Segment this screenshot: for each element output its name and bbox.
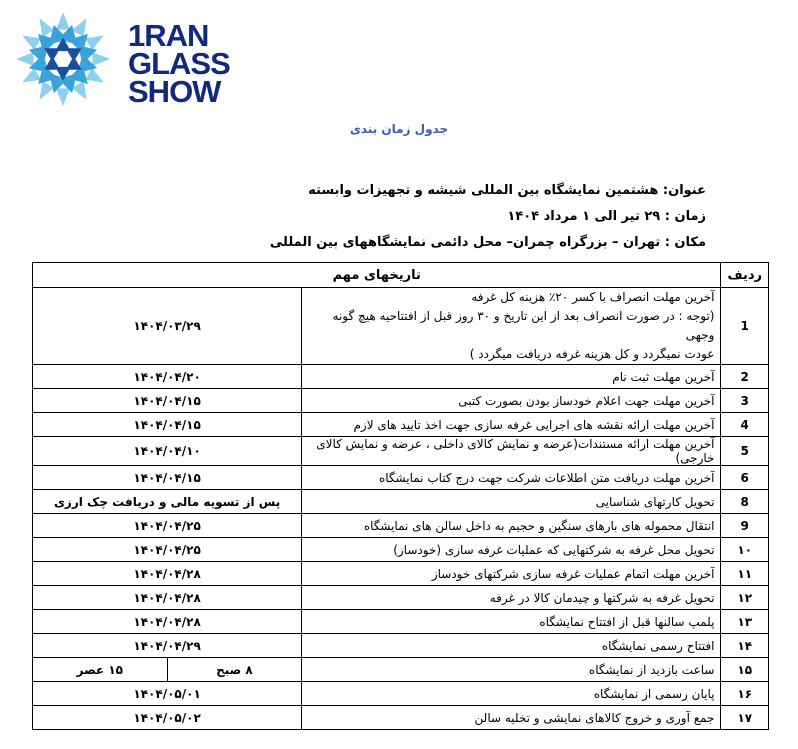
row-date-end: ۱۵ عصر: [33, 658, 168, 682]
logo-line-1: 1RAN: [128, 18, 209, 53]
table-row: [33, 634, 769, 658]
table-header-row: [33, 263, 769, 288]
table-row: [33, 389, 769, 413]
event-time-line: [270, 204, 706, 230]
schedule-subtitle: جدول زمان بندی: [349, 122, 449, 136]
row-title: انتقال محموله های بارهای سنگین و حجیم به داخل سالن های نمایشگاه: [302, 514, 721, 538]
row-number: 6: [721, 466, 769, 490]
row-date: ۱۴۰۴/۰۴/۱۵: [33, 389, 302, 413]
row-number: 5: [721, 437, 769, 466]
row-number: 4: [721, 413, 769, 437]
row-title: تحویل غرفه به شرکتها و چیدمان کالا در غرفه: [302, 586, 721, 610]
table-row: [33, 490, 769, 514]
event-place-line: [270, 230, 706, 256]
header-important-dates: تاریخهای مهم: [33, 263, 721, 288]
row-date: ۱۴۰۴/۰۳/۲۹: [33, 288, 302, 365]
row-date-start: ۸ صبح: [167, 658, 302, 682]
row-date: ۱۴۰۴/۰۴/۱۰: [33, 437, 302, 466]
row-title: جمع آوری و خروج کالاهای نمایشی و تخلیه سالن: [302, 706, 721, 730]
table-row: [33, 514, 769, 538]
iran-glass-show-logo-icon: [14, 10, 112, 108]
header-row-number: ردیف: [721, 263, 769, 288]
row-title: تحویل محل غرفه به شرکتهایی که عملیات غرفه سازی (خودساز): [302, 538, 721, 562]
table-row: [33, 682, 769, 706]
row-title: آخرین مهلت ارائه نقشه های اجرایی غرفه سازی جهت اخذ تایید های لازم: [302, 413, 721, 437]
row-date: ۱۴۰۴/۰۴/۲۸: [33, 610, 302, 634]
table-row: [33, 538, 769, 562]
row-number: ۱۵: [721, 658, 769, 682]
row-number: 1: [721, 288, 769, 365]
table-row: [33, 658, 769, 682]
row-number: ۱۲: [721, 586, 769, 610]
table-row: [33, 437, 769, 466]
row-title-line: (توجه : در صورت انصراف بعد از این تاریخ و ۳۰ روز قبل از افتتاحیه هیچ گونه وجهی: [332, 309, 715, 342]
row-number: 2: [721, 365, 769, 389]
row-date: پس از تسویه مالی و دریافت چک ارزی: [33, 490, 302, 514]
table-row: [33, 466, 769, 490]
row-title-line: آخرین مهلت انصراف با کسر ۲۰٪ هزینه کل غرفه: [471, 290, 715, 304]
row-title: پلمپ سالنها قبل از افتتاح نمایشگاه: [302, 610, 721, 634]
event-place-value: تهران – بزرگراه چمران– محل دائمی نمایشگاههای بین المللی: [269, 235, 661, 250]
row-title: آخرین مهلت جهت اعلام خودساز بودن بصورت کتبی: [302, 389, 721, 413]
event-title-label: عنوان:: [662, 183, 706, 198]
row-title: ساعت بازدید از نمایشگاه: [302, 658, 721, 682]
row-date: ۱۴۰۴/۰۴/۲۸: [33, 562, 302, 586]
row-title: آخرین مهلت اتمام عملیات غرفه سازی شرکتهای خودساز: [302, 562, 721, 586]
event-info: [270, 178, 706, 256]
row-number: ۱۶: [721, 682, 769, 706]
event-place-label: مکان :: [664, 235, 706, 250]
row-date: ۱۴۰۴/۰۵/۰۱: [33, 682, 302, 706]
row-number: 3: [721, 389, 769, 413]
row-number: ۱۰: [721, 538, 769, 562]
row-date: ۱۴۰۴/۰۴/۲۸: [33, 586, 302, 610]
table-row: [33, 365, 769, 389]
row-title: آخرین مهلت ثبت نام: [302, 365, 721, 389]
row-title: [302, 288, 721, 365]
table-row: [33, 586, 769, 610]
logo-wordmark: [128, 18, 238, 109]
event-title-line: [270, 178, 706, 204]
row-title: آخرین مهلت دریافت متن اطلاعات شرکت جهت درج کتاب نمایشگاه: [302, 466, 721, 490]
row-date: ۱۴۰۴/۰۴/۱۵: [33, 413, 302, 437]
logo-line-2: GLASS: [128, 46, 230, 81]
row-number: ۱۴: [721, 634, 769, 658]
row-number: ۱۳: [721, 610, 769, 634]
row-title-line: عودت نمیگردد و کل هزینه غرفه دریافت میگردد ): [469, 347, 715, 361]
table-row: [33, 562, 769, 586]
row-title: آخرین مهلت ارائه مستندات(عرضه و نمایش کالای داخلی ، عرضه و نمایش کالای خارجی): [302, 437, 721, 466]
logo-line-3: SHOW: [128, 74, 221, 109]
table-row: [33, 706, 769, 730]
row-date: ۱۴۰۴/۰۴/۲۹: [33, 634, 302, 658]
row-title: پایان رسمی از نمایشگاه: [302, 682, 721, 706]
row-number: ۱۱: [721, 562, 769, 586]
row-title: تحویل کارتهای شناسایی: [302, 490, 721, 514]
event-time-value: ۲۹ تیر الی ۱ مرداد ۱۴۰۴: [507, 209, 661, 224]
row-number: 8: [721, 490, 769, 514]
row-number: 9: [721, 514, 769, 538]
table-row: [33, 413, 769, 437]
row-date: ۱۴۰۴/۰۴/۲۵: [33, 514, 302, 538]
schedule-table: [32, 262, 769, 730]
row-date: ۱۴۰۴/۰۴/۱۵: [33, 466, 302, 490]
table-row: [33, 288, 769, 365]
event-time-label: زمان :: [664, 209, 706, 224]
table-row: [33, 610, 769, 634]
event-title-value: هشتمین نمایشگاه بین المللی شیشه و تجهیزات وابسته: [308, 183, 659, 198]
row-number: ۱۷: [721, 706, 769, 730]
row-title: افتتاح رسمی نمایشگاه: [302, 634, 721, 658]
row-date: ۱۴۰۴/۰۴/۲۰: [33, 365, 302, 389]
row-date: ۱۴۰۴/۰۵/۰۲: [33, 706, 302, 730]
row-date: ۱۴۰۴/۰۴/۲۵: [33, 538, 302, 562]
